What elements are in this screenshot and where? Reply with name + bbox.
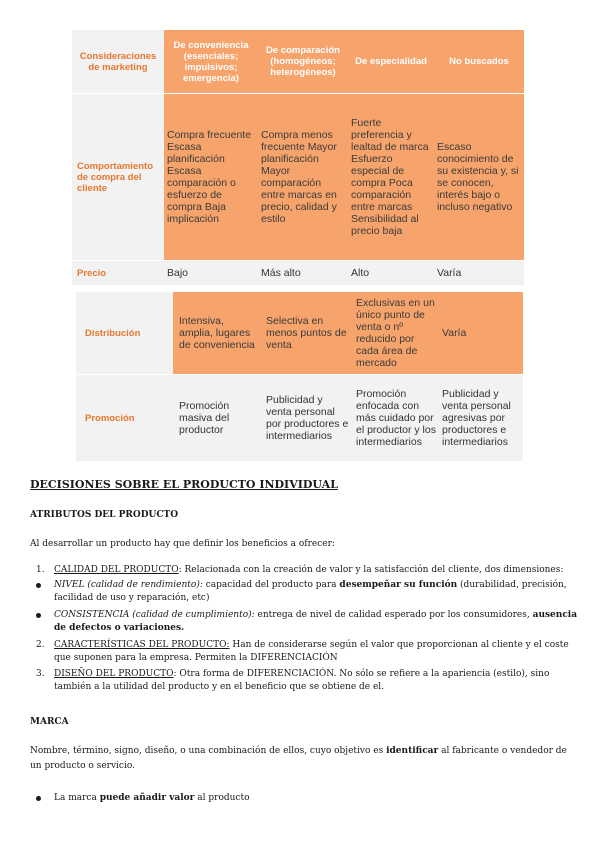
cell-promocion-no-buscados: Publicidad y venta personal agresivas por productores e intermediarios: [442, 388, 511, 448]
marca-heading: MARCA: [30, 717, 69, 727]
table-row-promocion: [76, 375, 523, 461]
product-classification-table: [72, 30, 524, 285]
row-label-precio: Precio: [77, 267, 107, 279]
cell-promocion-conveniencia: Promoción masiva del productor: [179, 400, 230, 436]
distribution-promotion-table: [76, 292, 523, 461]
cell-promocion-especialidad: Promoción enfocada con más cuidado por el productor y los intermediarios: [356, 388, 436, 448]
list-item-diseno: 3. DISEÑO DEL PRODUCTO: Otra forma de DIFERENCIACIÓN. No sólo se refiere a la apariencia (estilo), sino también a la utilidad del producto y en el beneficio que se obtiene de el.: [36, 669, 550, 692]
table-header-row: [72, 30, 524, 94]
atributos-heading: ATRIBUTOS DEL PRODUCTO: [30, 510, 179, 520]
table-row-distribucion: [76, 292, 523, 375]
bullet-icon: [36, 613, 41, 618]
cell-precio-conveniencia: Bajo: [167, 267, 189, 279]
bullet-consistencia: CONSISTENCIA (calidad de cumplimiento): entrega de nivel de calidad esperado por los consumidores, ausencia de defectos o variaciones.: [30, 609, 580, 635]
header-consideraciones: Consideraciones de marketing: [79, 50, 157, 73]
cell-distribucion-comparacion: Selectiva en menos puntos de venta: [263, 292, 353, 374]
atributos-list: [30, 564, 580, 694]
cell-distribucion-no-buscados: Varía: [439, 292, 523, 374]
intro-paragraph: Al desarrollar un producto hay que definir los beneficios a ofrecer:: [30, 539, 335, 549]
list-item-caracteristicas: 2. CARACTERÍSTICAS DEL PRODUCTO: Han de considerarse según el valor que proporcionan al cliente y el coste que suponen para la empresa. Permiten la DIFERENCIACIÓN: [36, 640, 569, 663]
cell-comportamiento-especialidad: Fuerte preferencia y lealtad de marca Esfuerzo especial de compra Poca comparación entre marcas Sensibilidad al precio baja: [348, 94, 434, 260]
table-row-precio: [72, 261, 524, 285]
consistencia-term: CONSISTENCIA (calidad de cumplimiento):: [54, 610, 255, 620]
cell-distribucion-conveniencia: Intensiva, amplia, lugares de conveniencia: [173, 292, 263, 374]
cell-comportamiento-no-buscados: Escaso conocimiento de su existencia y, si se conocen, interés bajo o incluso negativo: [434, 94, 524, 260]
bullet-icon: [36, 583, 41, 588]
cell-promocion-comparacion: Publicidad y venta personal por productores e intermediarios: [266, 394, 349, 442]
bullet-nivel: NIVEL (calidad de rendimiento): capacidad del producto para desempeñar su función (durabilidad, precisión, facilidad de uso y reparación, etc): [30, 579, 580, 605]
diseno-term: DISEÑO DEL PRODUCTO: [54, 669, 174, 679]
header-comparacion: De comparación (homogéneos; heterogéneos): [258, 30, 348, 93]
header-no-buscados: No buscados: [434, 30, 524, 93]
cell-comportamiento-conveniencia: Compra frecuente Escasa planificación Escasa comparación o esfuerzo de compra Baja implicación: [164, 94, 258, 260]
row-label-comportamiento: Comportamiento de compra del cliente: [77, 160, 153, 194]
row-label-distribucion: Distribución: [85, 327, 141, 339]
bullet-icon: [36, 796, 41, 801]
table-row-comportamiento: [72, 94, 524, 261]
calidad-term: CALIDAD DEL PRODUCTO: [54, 565, 179, 575]
nivel-term: NIVEL (calidad de rendimiento):: [54, 580, 203, 590]
cell-precio-comparacion: Más alto: [261, 267, 301, 279]
caracteristicas-term: CARACTERÍSTICAS DEL PRODUCTO:: [54, 640, 230, 650]
header-especialidad: De especialidad: [348, 30, 434, 93]
cell-distribucion-especialidad: Exclusivas en un único punto de venta o nº reducido por cada área de mercado: [353, 292, 439, 374]
marca-list: [30, 792, 580, 805]
row-label-promocion: Promoción: [85, 412, 135, 424]
header-conveniencia: De conveniencia (esenciales; impulsivos; emergencia): [164, 30, 258, 93]
cell-precio-especialidad: Alto: [351, 267, 370, 279]
bullet-marca-valor: La marca puede añadir valor al producto: [30, 792, 580, 805]
cell-precio-no-buscados: Varía: [437, 267, 462, 279]
marca-paragraph: Nombre, término, signo, diseño, o una combinación de ellos, cuyo objetivo es identificar al fabricante o vendedor de un producto o servicio.: [30, 746, 567, 771]
list-item-calidad: 1. CALIDAD DEL PRODUCTO: Relacionada con la creación de valor y la satisfacción del cliente, dos dimensiones:: [36, 565, 564, 575]
section-title: DECISIONES SOBRE EL PRODUCTO INDIVIDUAL: [30, 478, 338, 491]
cell-comportamiento-comparacion: Compra menos frecuente Mayor planificación Mayor comparación entre marcas en precio, calidad y estilo: [258, 94, 348, 260]
